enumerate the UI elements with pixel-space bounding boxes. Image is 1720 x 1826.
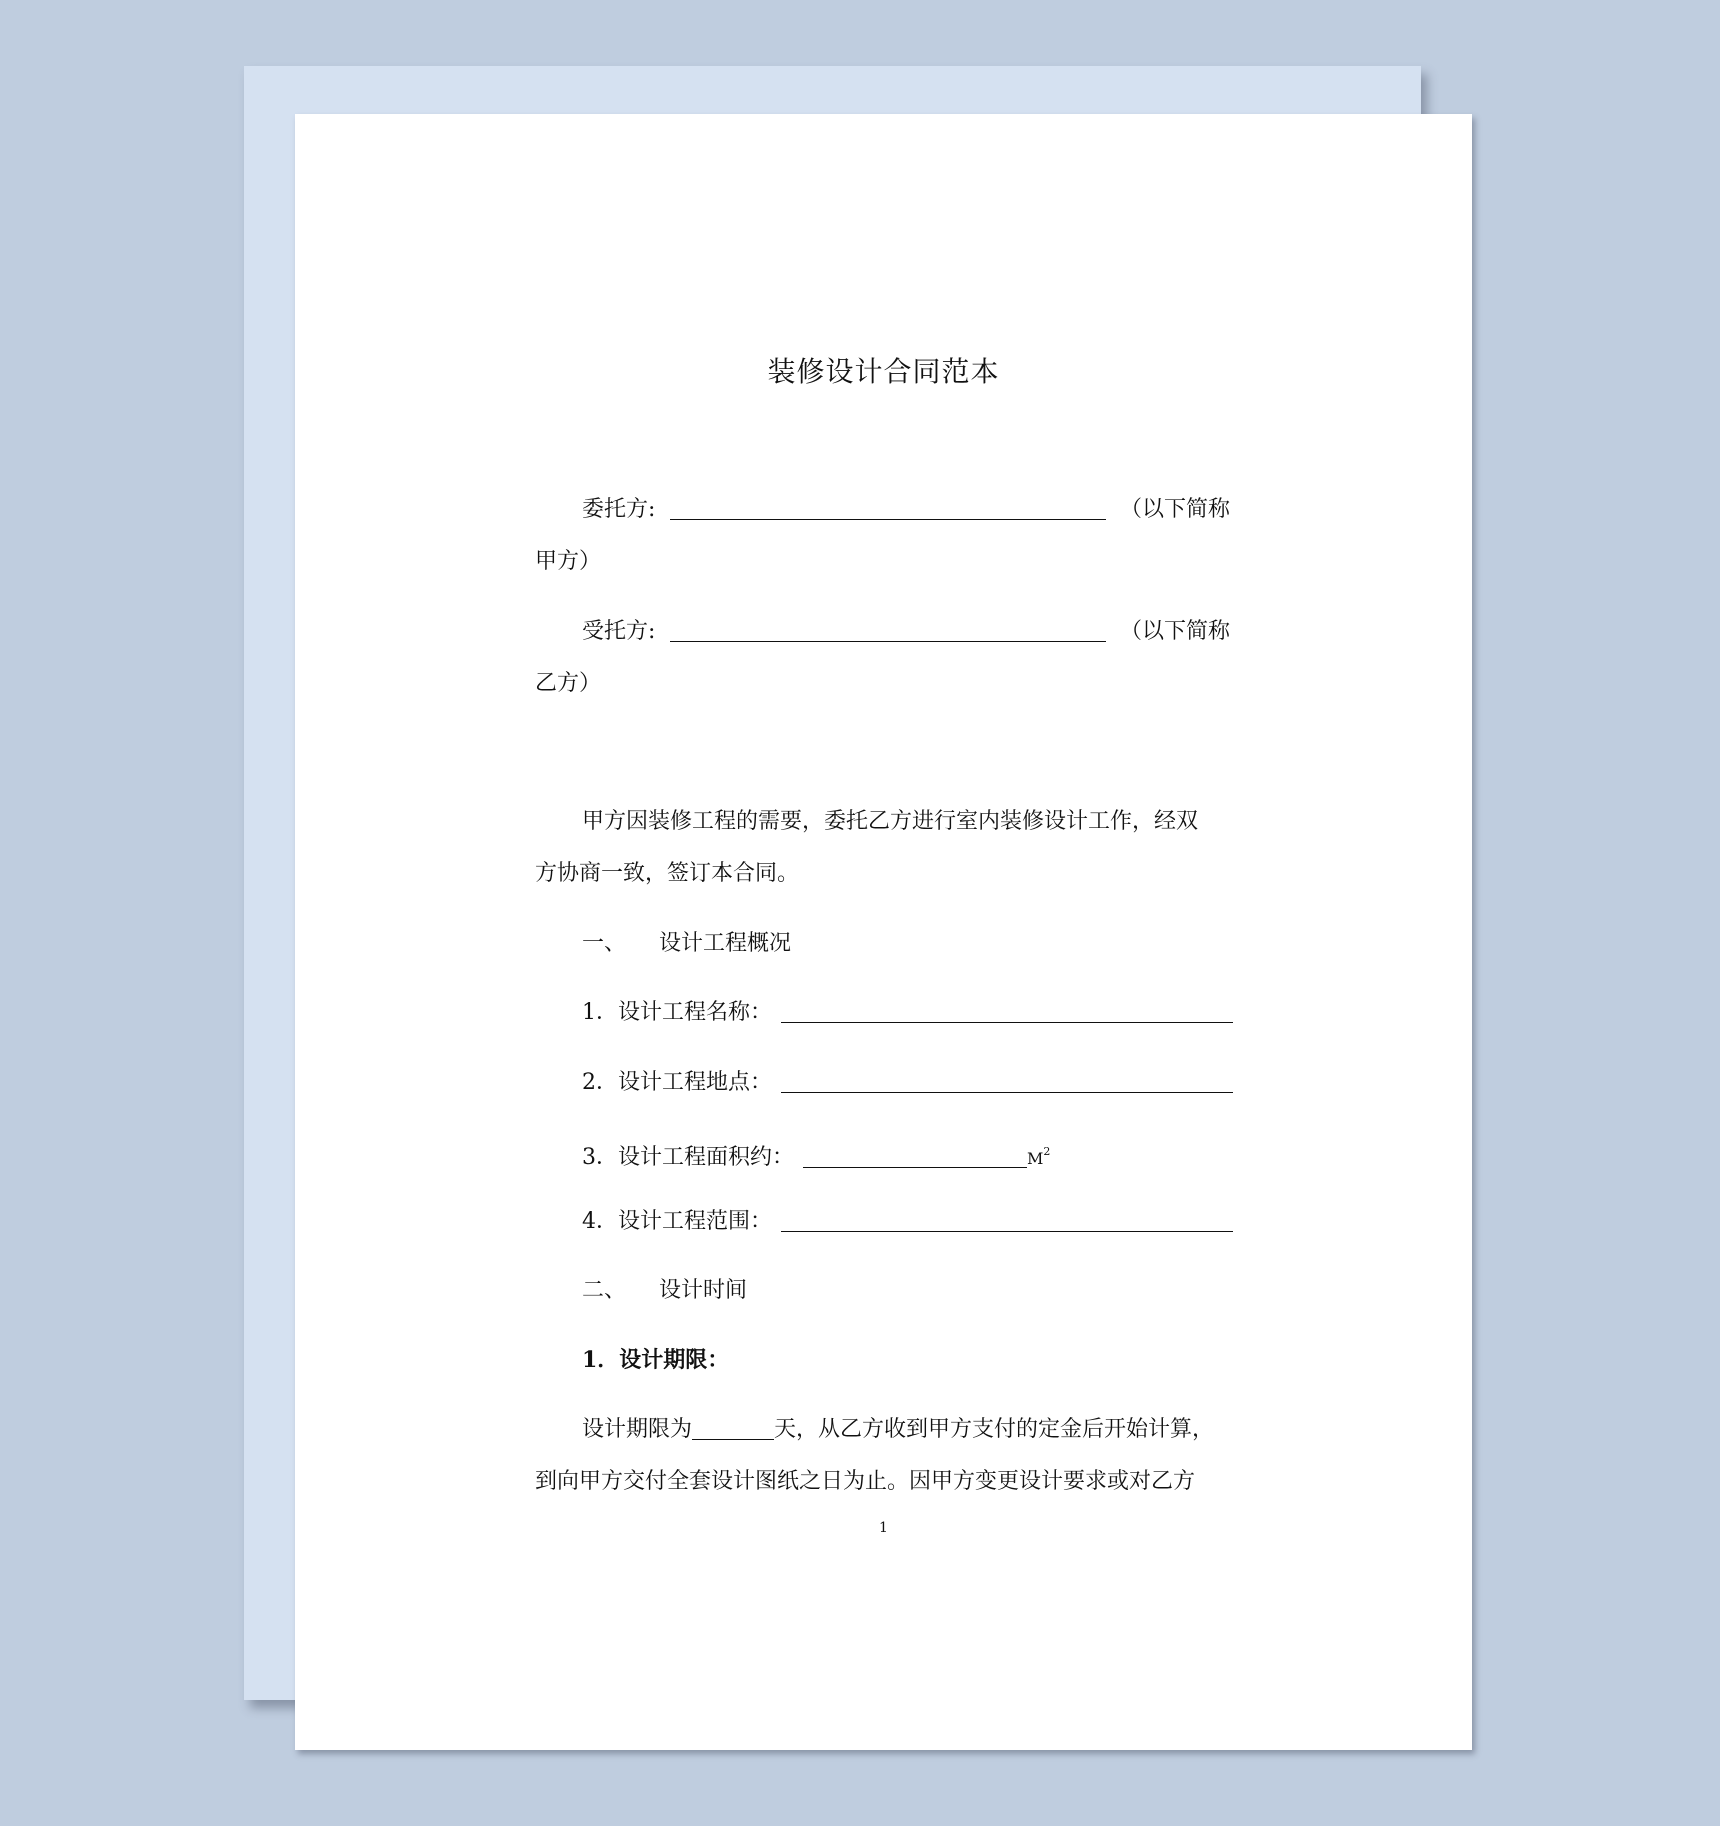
client-name-blank[interactable] — [670, 497, 1106, 520]
document-title: 装修设计合同范本 — [767, 355, 1000, 388]
section-1-title: 设计工程概况 — [659, 931, 792, 956]
design-period-text-after: 天，从乙方收到甲方支付的定金后开始计算， — [774, 1417, 1215, 1442]
client-wrap: 甲方） — [535, 549, 602, 574]
intro-line-2: 方协商一致，签订本合同。 — [535, 861, 800, 886]
contractor-label: 受托方: — [582, 619, 656, 644]
contractor-line — [582, 618, 1106, 646]
document-page — [295, 114, 1472, 1750]
design-days-blank[interactable] — [692, 1417, 774, 1440]
project-area-row — [582, 1138, 1050, 1173]
design-period-line-2: 到向甲方交付全套设计图纸之日为止。因甲方变更设计要求或对乙方 — [535, 1469, 1196, 1494]
design-period-text-before: 设计期限为 — [582, 1417, 693, 1442]
contractor-suffix: （以下简称 — [1120, 619, 1231, 644]
project-scope-label: 4．设计工程范围： — [582, 1209, 772, 1234]
project-area-blank[interactable] — [803, 1145, 1027, 1168]
project-scope-blank[interactable] — [781, 1209, 1233, 1232]
section-2-title: 设计时间 — [659, 1278, 748, 1303]
project-location-row — [582, 1069, 1233, 1097]
client-label: 委托方: — [582, 497, 656, 522]
project-scope-row — [582, 1208, 1233, 1236]
intro-line-1: 甲方因装修工程的需要，委托乙方进行室内装修设计工作，经双 — [582, 809, 1199, 834]
project-name-row — [582, 999, 1233, 1027]
contractor-wrap: 乙方） — [535, 671, 602, 696]
contractor-name-blank[interactable] — [670, 619, 1106, 642]
section-2-heading — [582, 1277, 747, 1305]
section-1-number: 一、 — [582, 931, 627, 956]
design-period-subheading: 1．设计期限： — [582, 1347, 730, 1373]
client-line — [582, 496, 1106, 524]
project-name-label: 1．设计工程名称： — [582, 1000, 772, 1025]
client-suffix: （以下简称 — [1120, 497, 1231, 522]
section-1-heading — [582, 930, 791, 958]
area-unit: M — [1027, 1149, 1044, 1168]
project-name-blank[interactable] — [781, 1000, 1233, 1023]
project-location-blank[interactable] — [781, 1070, 1233, 1093]
project-location-label: 2．设计工程地点： — [582, 1070, 772, 1095]
design-period-line-1 — [582, 1416, 1214, 1444]
section-2-number: 二、 — [582, 1278, 627, 1303]
project-area-label: 3．设计工程面积约： — [582, 1145, 794, 1170]
area-unit-exponent: 2 — [1043, 1145, 1051, 1158]
page-number: 1 — [879, 1520, 888, 1536]
